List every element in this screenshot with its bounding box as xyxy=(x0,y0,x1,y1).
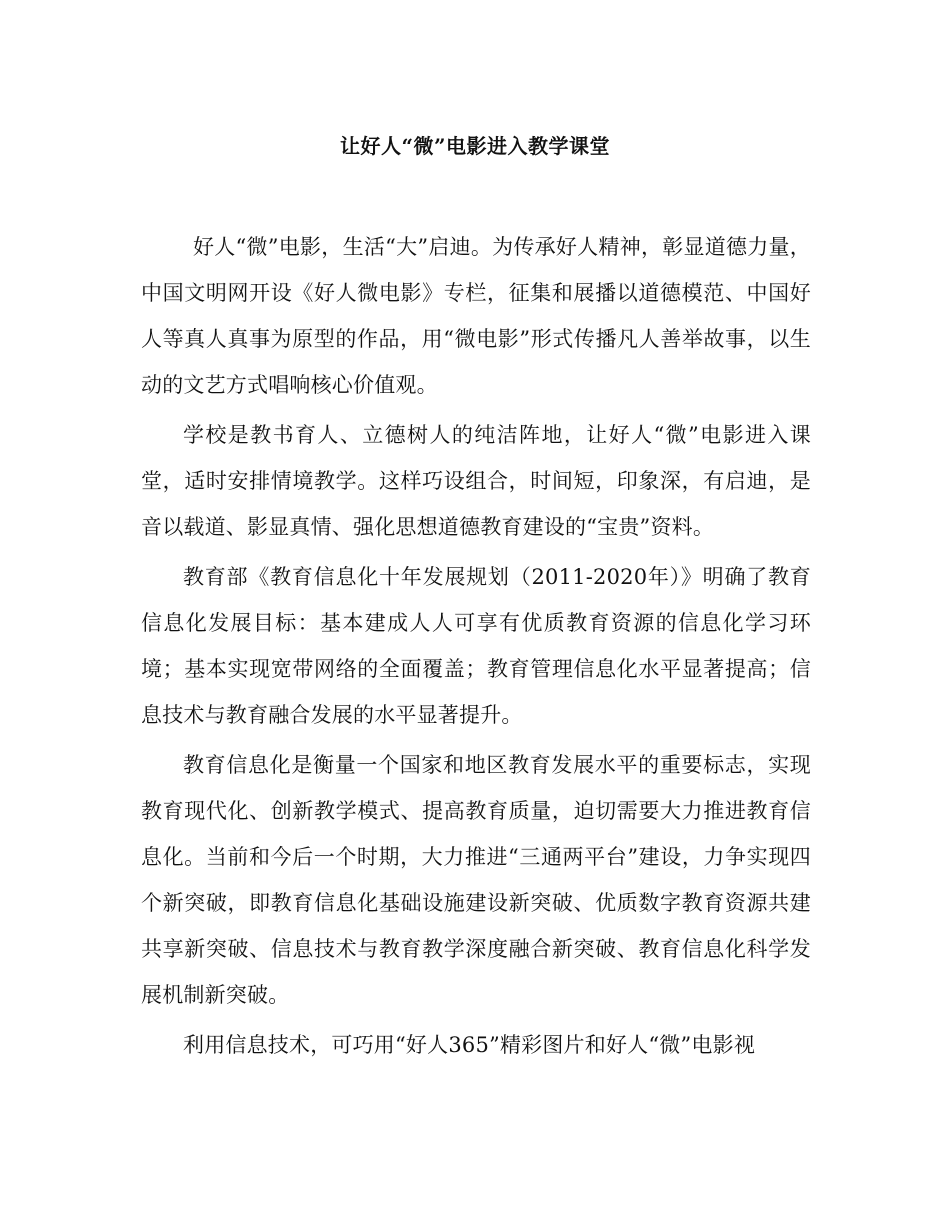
paragraph-3: 教育部《教育信息化十年发展规划（2011-2020年）》明确了教育信息化发展目标：基本建成人人可享有优质教育资源的信息化学习环境；基本实现宽带网络的全面覆盖；教育管理信息化水平显著提高；信息技术与教育融合发展的水平显著提升。 xyxy=(141,565,811,727)
paragraph-5: 利用信息技术，可巧用“好人365”精彩图片和好人“微”电影视 xyxy=(183,1033,756,1057)
paragraph-2: 学校是教书育人、立德树人的纯洁阵地，让好人“微”电影进入课堂，适时安排情境教学。这样巧设组合，时间短，印象深，有启迪，是音以载道、影显真情、强化思想道德教育建设的“宝贵”资料。 xyxy=(141,423,811,539)
document-body xyxy=(141,224,811,1072)
document-title: 让好人“微”电影进入教学课堂 xyxy=(339,134,610,158)
paragraph-1: 好人“微”电影，生活“大”启迪。为传承好人精神，彰显道德力量，中国文明网开设《好人微电影》专栏，征集和展播以道德模范、中国好人等真人真事为原型的作品，用“微电影”形式传播凡人善举故事，以生动的文艺方式唱响核心价值观。 xyxy=(141,235,811,397)
paragraph-4: 教育信息化是衡量一个国家和地区教育发展水平的重要标志，实现教育现代化、创新教学模式、提高教育质量，迫切需要大力推进教育信息化。当前和今后一个时期，大力推进“三通两平台”建设，力争实现四个新突破，即教育信息化基础设施建设新突破、优质数字教育资源共建共享新突破、信息技术与教育教学深度融合新突破、教育信息化科学发展机制新突破。 xyxy=(141,753,811,1007)
